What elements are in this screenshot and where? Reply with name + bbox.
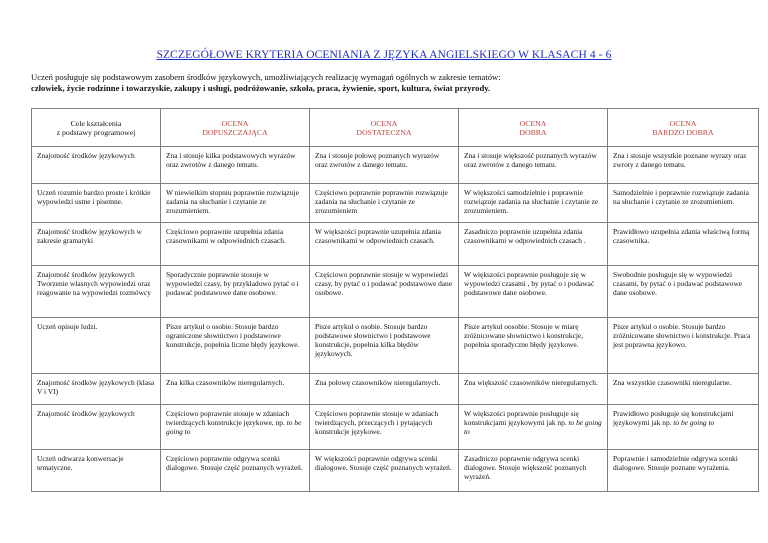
header-grade-label: OCENA xyxy=(669,118,697,128)
header-grade-bardzo-dobra xyxy=(608,109,759,147)
header-grade-dopuszczajaca xyxy=(161,109,310,147)
row-cell: Zasadniczo poprawnie odgrywa scenki dialogowe. Stosuje większość poznanych wyrażeń. xyxy=(459,450,608,492)
row-cell: Prawidłowo uzupełnia zdania właściwą formą czasownika. xyxy=(608,223,759,266)
row-cell: W większości poprawnie posługuje się w wypowiedzi czasami , by pytać o i podawać podstawowe dane osobowe. xyxy=(459,266,608,318)
row-goal: Znajomość środków językowych Tworzenie własnych wypowiedzi oraz reagowanie na wypowiedzi rozmówcy xyxy=(32,266,161,318)
row-cell: W większości poprawnie uzupełnia zdania czasownikami w odpowiednich czasach. xyxy=(310,223,459,266)
row-cell: W większości samodzielnie i poprawnie rozwiązuje zadania na słuchanie i czytanie ze zrozumieniem. xyxy=(459,184,608,223)
row-cell: Zna połowę czasowników nieregularnych. xyxy=(310,374,459,405)
row-cell: Zna i stosuje kilka podstawowych wyrazów oraz zwrotów z danego tematu. xyxy=(161,147,310,184)
row-goal: Uczeń opisuje ludzi. xyxy=(32,318,161,374)
intro-line-2: człowiek, życie rodzinne i towarzyskie, zakupy i usługi, podróżowanie, szkoła, praca, żywienie, sport, kultura, świat przyrody. xyxy=(31,83,491,93)
header-grade-name: DOSTATECZNA xyxy=(356,127,412,137)
row-goal: Znajomość środków językowych (klasa V i VI) xyxy=(32,374,161,405)
cell-text-italic: to be going to xyxy=(166,418,302,436)
row-cell: Pisze artykuł o osobie. Stosuje bardzo ograniczone słownictwo i podstawowe konstrukcje, popełnia liczne błędy językowe. xyxy=(161,318,310,374)
document-title: SZCZEGÓŁOWE KRYTERIA OCENIANIA Z JĘZYKA ANGIELSKIEGO W KLASACH 4 - 6 xyxy=(156,49,612,61)
row-cell: Zna wszystkie czasowniki nieregularne. xyxy=(608,374,759,405)
row-cell: Sporadycznie poprawnie stosuje w wypowiedzi czasy, by przykładowo pytać o i podawać podstawowe dane osobowe. xyxy=(161,266,310,318)
header-grade-name: DOPUSZCZAJĄCA xyxy=(202,127,268,137)
row-cell: Zna kilka czasowników nieregularnych. xyxy=(161,374,310,405)
header-grade-label: OCENA xyxy=(519,118,547,128)
header-row xyxy=(32,109,759,147)
row-cell: Zna i stosuje większość poznanych wyrazów oraz zwrotów z danego tematu. xyxy=(459,147,608,184)
table-row xyxy=(32,147,759,184)
table-row xyxy=(32,450,759,492)
row-cell: Częściowo poprawnie stosuje w wypowiedzi czasy, by pytać o i podawać podstawowe dane osobowe. xyxy=(310,266,459,318)
cell-text-italic: to be going to xyxy=(673,418,715,427)
row-cell: Pisze artykuł o osobie. Stosuje bardzo zróżnicowane słownictwo i konstrukcje. Praca jest poprawna językowo. xyxy=(608,318,759,374)
row-cell xyxy=(459,405,608,450)
row-cell: Zna większość czasowników nieregularnych. xyxy=(459,374,608,405)
header-goals-line-2: z podstawy programowej xyxy=(56,127,136,137)
header-grade-dobra xyxy=(459,109,608,147)
header-goals-line-1: Cele kształcenia xyxy=(70,118,122,128)
row-cell: Zna i stosuje połowę poznanych wyrazów oraz zwrotów z danego tematu. xyxy=(310,147,459,184)
cell-text: Prawidłowo posługuje się konstrukcjami językowymi jak np. xyxy=(613,409,734,427)
table-row xyxy=(32,266,759,318)
cell-text-italic: to be going to xyxy=(464,418,602,436)
row-cell xyxy=(608,405,759,450)
header-grade-label: OCENA xyxy=(370,118,398,128)
table-row xyxy=(32,405,759,450)
row-cell: Częściowo poprawnie odgrywa scenki dialogowe. Stosuje część poznanych wyrażeń. xyxy=(161,450,310,492)
row-cell: Poprawnie i samodzielnie odgrywa scenki dialogowe. Stosuje poznane wyrażenia. xyxy=(608,450,759,492)
row-goal: Uczeń odtwarza konwersacje tematyczne. xyxy=(32,450,161,492)
row-cell: W większości poprawnie odgrywa scenki dialogowe. Stosuje część poznanych wyrażeń. xyxy=(310,450,459,492)
row-cell: Pisze artykuł oosobie. Stosuje w miarę zróżnicowane słownictwo i konstrukcje, popełnia sporadyczne błędy językowe. xyxy=(459,318,608,374)
criteria-table xyxy=(31,108,759,492)
header-grade-name: DOBRA xyxy=(519,127,547,137)
table-row xyxy=(32,223,759,266)
header-goals xyxy=(32,109,161,147)
row-goal: Znajomość środków językowych xyxy=(32,147,161,184)
row-cell: Zasadniczo poprawnie uzupełnia zdania czasownikami w odpowiednich czasach . xyxy=(459,223,608,266)
table-row xyxy=(32,184,759,223)
row-cell xyxy=(161,405,310,450)
row-goal: Znajomość środków językowych xyxy=(32,405,161,450)
intro-text xyxy=(31,72,751,94)
cell-text: W większości poprawnie posługuje się konstrukcjami językowymi jak np. xyxy=(464,409,579,427)
row-cell: Samodzielnie i poprawnie rozwiązuje zadania na słuchanie i czytanie ze zrozumieniem. xyxy=(608,184,759,223)
row-goal: Znajomość środków językowych w zakresie gramatyki xyxy=(32,223,161,266)
cell-text: Częściowo poprawnie stosuje w zdaniach twierdzących konstrukcje językowe, np. xyxy=(166,409,290,427)
header-grade-label: OCENA xyxy=(221,118,249,128)
row-cell: Częściowo poprawnie uzupełnia zdania czasownikami w odpowiednich czasach. xyxy=(161,223,310,266)
row-cell: Pisze artykuł o osobie. Stosuje bardzo podstawowe słownictwo i podstawowe konstrukcje, popełnia kilka błędów językowych. xyxy=(310,318,459,374)
table-row xyxy=(32,374,759,405)
row-cell: W niewielkim stopniu poprawnie rozwiązuje zadania na słuchanie i czytanie ze zrozumieniem. xyxy=(161,184,310,223)
header-grade-dostateczna xyxy=(310,109,459,147)
intro-line-1: Uczeń posługuje się podstawowym zasobem środków językowych, umożliwiających realizację wymagań ogólnych w zakresie tematów: xyxy=(31,72,501,82)
header-grade-name: BARDZO DOBRA xyxy=(652,127,714,137)
table-row xyxy=(32,318,759,374)
row-goal: Uczeń rozumie bardzo proste i krótkie wypowiedzi ustne i pisemne. xyxy=(32,184,161,223)
row-cell: Częściowo poprawnie poprawnie rozwiązuje zadania na słuchanie i czytanie ze zrozumieniem xyxy=(310,184,459,223)
row-cell: Częściowo poprawnie stosuje w zdaniach twierdzących, przeczących i pytających konstrukcje językowe. xyxy=(310,405,459,450)
row-cell: Swobodnie posługuje się w wypowiedzi czasami, by pytać o i podawać podstawowe dane osobowe. xyxy=(608,266,759,318)
row-cell: Zna i stosuje wszystkie poznane wyrazy oraz zwroty z danego tematu. xyxy=(608,147,759,184)
